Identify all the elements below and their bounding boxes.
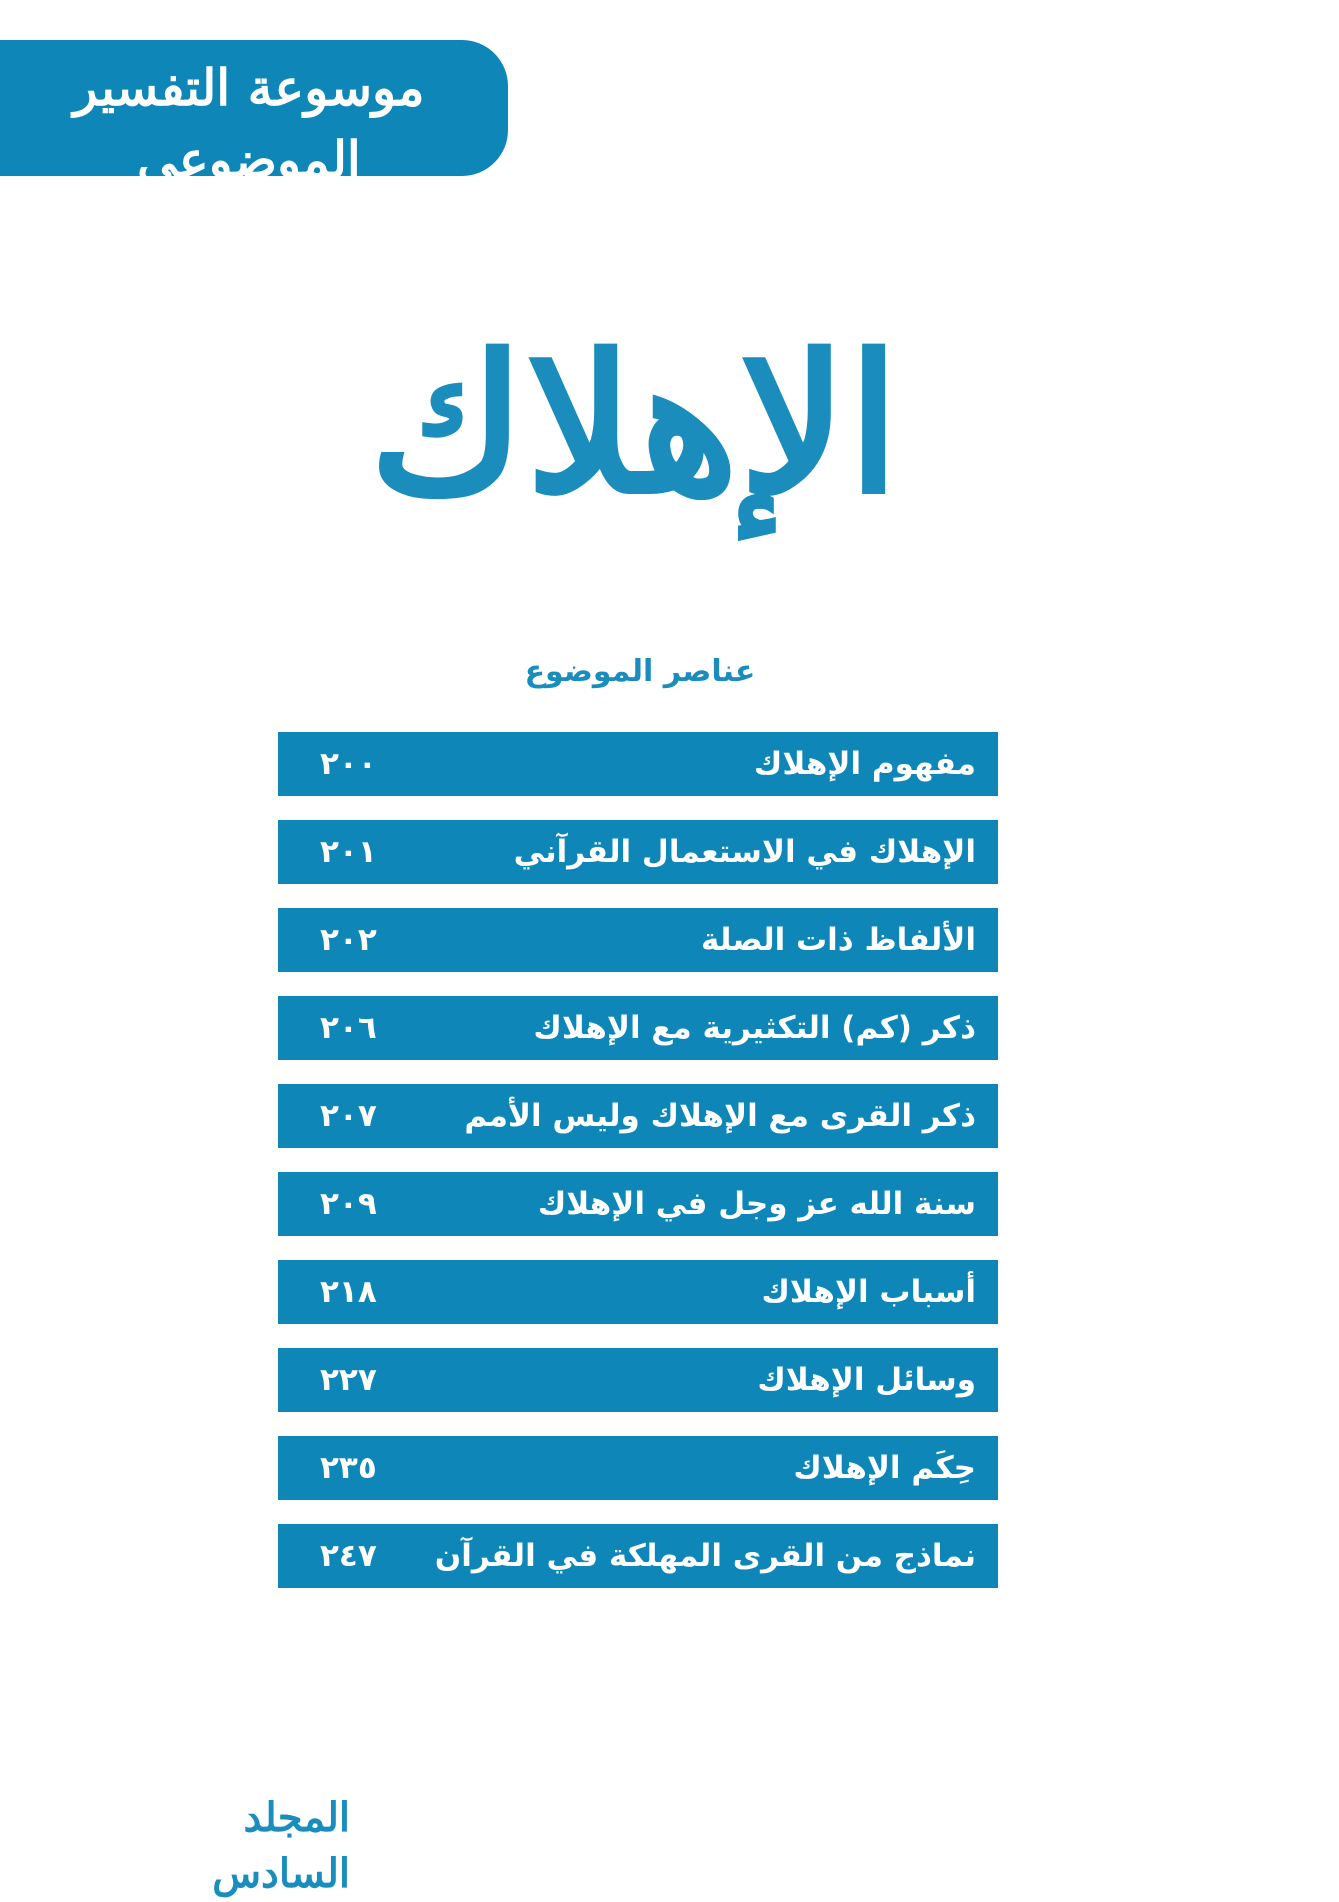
toc-page-number: ٢٠٦ bbox=[320, 1010, 377, 1046]
toc-row[interactable] bbox=[278, 732, 998, 796]
series-banner bbox=[0, 40, 508, 228]
series-title: موسوعة التفسير الموضوعي bbox=[73, 58, 425, 189]
toc-page-number: ٢٠١ bbox=[320, 834, 377, 870]
toc-page-number: ٢٣٥ bbox=[320, 1450, 377, 1486]
toc-page-number: ٢٠٩ bbox=[320, 1186, 377, 1222]
topic-title: الإهلاك bbox=[368, 313, 900, 536]
toc-row[interactable] bbox=[278, 1348, 998, 1412]
volume-label: المجلد السادس bbox=[212, 1794, 350, 1897]
toc-row[interactable] bbox=[278, 996, 998, 1060]
toc-page-number: ٢٠٠ bbox=[320, 746, 377, 782]
toc-page-number: ٢٠٢ bbox=[320, 922, 377, 958]
toc-page-number: ٢٠٧ bbox=[320, 1098, 377, 1134]
table-of-contents bbox=[278, 732, 998, 1612]
toc-entry-label: سنة الله عز وجل في الإهلاك bbox=[537, 1186, 976, 1222]
toc-page-number: ٢٤٧ bbox=[320, 1538, 377, 1574]
toc-entry-label: مفهوم الإهلاك bbox=[753, 746, 976, 782]
toc-entry-label: حِكَم الإهلاك bbox=[793, 1450, 976, 1486]
toc-row[interactable] bbox=[278, 1172, 998, 1236]
toc-entry-label: ذكر القرى مع الإهلاك وليس الأمم bbox=[464, 1098, 976, 1134]
toc-row[interactable] bbox=[278, 820, 998, 884]
toc-entry-label: وسائل الإهلاك bbox=[757, 1362, 976, 1398]
series-subtitle: للقرآن الكريم bbox=[210, 198, 358, 228]
toc-entry-label: ذكر (كم) التكثيرية مع الإهلاك bbox=[533, 1010, 976, 1046]
toc-page-number: ٢١٨ bbox=[320, 1274, 377, 1310]
toc-heading: عناصر الموضوع bbox=[524, 654, 756, 689]
toc-entry-label: الإهلاك في الاستعمال القرآني bbox=[513, 834, 976, 870]
toc-row[interactable] bbox=[278, 1436, 998, 1500]
toc-row[interactable] bbox=[278, 1084, 998, 1148]
toc-row[interactable] bbox=[278, 1524, 998, 1588]
toc-row[interactable] bbox=[278, 908, 998, 972]
toc-entry-label: أسباب الإهلاك bbox=[761, 1274, 976, 1310]
toc-row[interactable] bbox=[278, 1260, 998, 1324]
toc-entry-label: الألفاظ ذات الصلة bbox=[700, 922, 976, 958]
toc-page-number: ٢٢٧ bbox=[320, 1362, 377, 1398]
toc-entry-label: نماذج من القرى المهلكة في القرآن bbox=[434, 1538, 976, 1574]
